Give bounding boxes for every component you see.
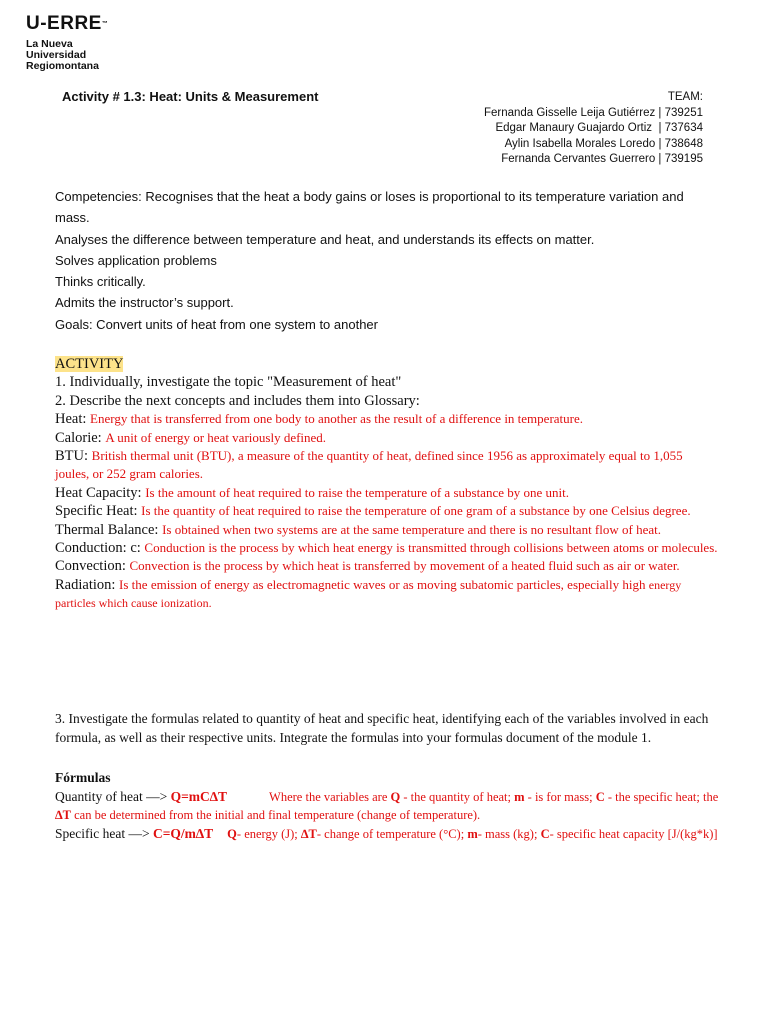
glossary-entry-conduction xyxy=(55,539,720,557)
formula-specific-heat xyxy=(55,825,720,844)
glossary-entry-heat-capacity xyxy=(55,484,720,502)
formula-label: Specific heat —> xyxy=(55,825,153,841)
logo-subtitle xyxy=(26,39,108,72)
glossary-definition: Convection is the process by which heat is transferred by movement of a heated fluid such as air or water. xyxy=(129,558,680,574)
logo-brand: U-ERRE™ xyxy=(26,13,109,34)
activity-step-1: 1. Individually, investigate the topic "Measurement of heat" xyxy=(55,374,402,391)
trademark-mark: ™ xyxy=(101,21,109,27)
glossary-entry-radiation xyxy=(55,576,720,613)
glossary-term: Calorie: xyxy=(55,429,106,446)
glossary-entry-specific-heat xyxy=(55,502,720,520)
team-member: Aylin Isabella Morales Loredo | 738648 xyxy=(504,137,703,150)
glossary-definition: A unit of energy or heat variously defined. xyxy=(105,429,327,445)
section-3-instructions: 3. Investigate the formulas related to quantity of heat and specific heat, identifying each of the variables involved in each formula, as well as their respective units. Integrate the formulas into your formulas document of the module 1. xyxy=(55,711,709,745)
variable-description: can be determined from the initial and final temperature (change of temperature). xyxy=(71,808,481,823)
variable-symbol: ∆T xyxy=(300,826,317,841)
variable-description: - mass (kg); xyxy=(477,826,541,841)
competencies-line: Analyses the difference between temperature and heat, and understands its effects on matter. xyxy=(55,231,595,247)
activity-section xyxy=(55,355,720,613)
variable-description: - the quantity of heat; xyxy=(400,789,515,804)
formulas-heading: Fórmulas xyxy=(55,770,111,785)
glossary-term: Radiation: xyxy=(55,576,120,593)
activity-heading: ACTIVITY xyxy=(55,356,124,372)
team-block xyxy=(484,90,703,168)
glossary-definition: Energy that is transferred from one body to another as the result of a difference in temperature. xyxy=(90,411,584,427)
team-member: Fernanda Cervantes Guerrero | 739195 xyxy=(501,153,703,165)
variable-description: - the specific heat; the xyxy=(604,789,719,804)
formula-label: Quantity of heat —> xyxy=(55,788,171,804)
team-member: Fernanda Gisselle Leija Gutiérrez | 739251 xyxy=(483,106,703,119)
goals-line: Goals: Convert units of heat from one system to another xyxy=(55,316,378,332)
variable-description: - is for mass; xyxy=(524,789,596,804)
glossary-term: BTU: xyxy=(55,448,92,465)
logo-line-3: Regiomontana xyxy=(26,60,99,72)
glossary-term: Heat: xyxy=(55,411,91,428)
glossary-entry-calorie xyxy=(55,429,720,447)
activity-step-2: 2. Describe the next concepts and includes them into Glossary: xyxy=(55,392,420,409)
formula-where: Where the variables are xyxy=(269,789,391,804)
glossary-term: Conduction: c: xyxy=(55,540,145,557)
team-label: TEAM: xyxy=(667,91,703,103)
glossary-definition: Conduction is the process by which heat energy is transmitted through collisions between atoms or molecules. xyxy=(144,540,718,556)
variable-symbol: C xyxy=(595,789,605,804)
variable-description: - energy (J); xyxy=(236,826,301,841)
glossary-definition: Is the quantity of heat required to raise the temperature of one gram of a substance by one Celsius degree. xyxy=(141,503,691,519)
formula-expression: C=Q/m∆T xyxy=(152,825,214,841)
glossary-term: Specific Heat: xyxy=(55,503,142,520)
team-member: Edgar Manaury Guajardo Ortiz | 737634 xyxy=(495,122,703,134)
glossary-term: Thermal Balance: xyxy=(55,521,163,538)
formula-quantity-of-heat xyxy=(55,788,720,825)
glossary-term: Heat Capacity: xyxy=(55,484,146,501)
variable-description: - change of temperature (°C); xyxy=(316,826,468,841)
glossary-entry-btu xyxy=(55,447,720,484)
activity-title: Activity # 1.3: Heat: Units & Measurement xyxy=(62,89,319,104)
variable-description: - specific heat capacity [J/(kg*k)] xyxy=(549,826,718,841)
glossary-definition: British thermal unit (BTU), a measure of the quantity of heat, defined since 1956 as approximately equal to 1,055 joules, or 252 gram calories. xyxy=(55,448,683,482)
competencies-line: Competencies: Recognises that the heat a body gains or loses is proportional to its temperature variation and mass. xyxy=(55,189,684,226)
glossary-definition-continued: energy particles which cause ionization. xyxy=(55,577,682,611)
variable-symbol: ∆T xyxy=(55,808,71,823)
competencies-section xyxy=(55,186,715,335)
variable-symbol: m xyxy=(514,789,525,804)
competencies-line: Admits the instructor’s support. xyxy=(55,295,234,311)
competencies-line: Thinks critically. xyxy=(55,274,146,290)
variable-symbol: Q xyxy=(390,789,401,804)
glossary-entry-heat xyxy=(55,410,720,428)
glossary-entry-thermal-balance xyxy=(55,521,720,539)
glossary-definition: Is the emission of energy as electromagnetic waves or as moving subatomic particles, especially high xyxy=(119,576,649,592)
formulas-section xyxy=(55,769,720,843)
university-logo xyxy=(26,14,108,72)
formula-expression: Q=mC∆T xyxy=(170,788,228,804)
variable-symbol: C xyxy=(540,826,550,841)
glossary-definition: Is obtained when two systems are at the same temperature and there is no resultant flow of heat. xyxy=(162,521,661,537)
variable-symbol: Q xyxy=(227,826,237,841)
competencies-line: Solves application problems xyxy=(55,252,217,268)
glossary-definition: Is the amount of heat required to raise the temperature of a substance by one unit. xyxy=(145,484,569,500)
logo-line-1: La Nueva xyxy=(26,38,73,50)
glossary-term: Convection: xyxy=(55,558,130,575)
glossary-entry-convection xyxy=(55,557,720,575)
logo-line-2: Universidad xyxy=(26,49,87,61)
variable-symbol: m xyxy=(467,826,478,841)
